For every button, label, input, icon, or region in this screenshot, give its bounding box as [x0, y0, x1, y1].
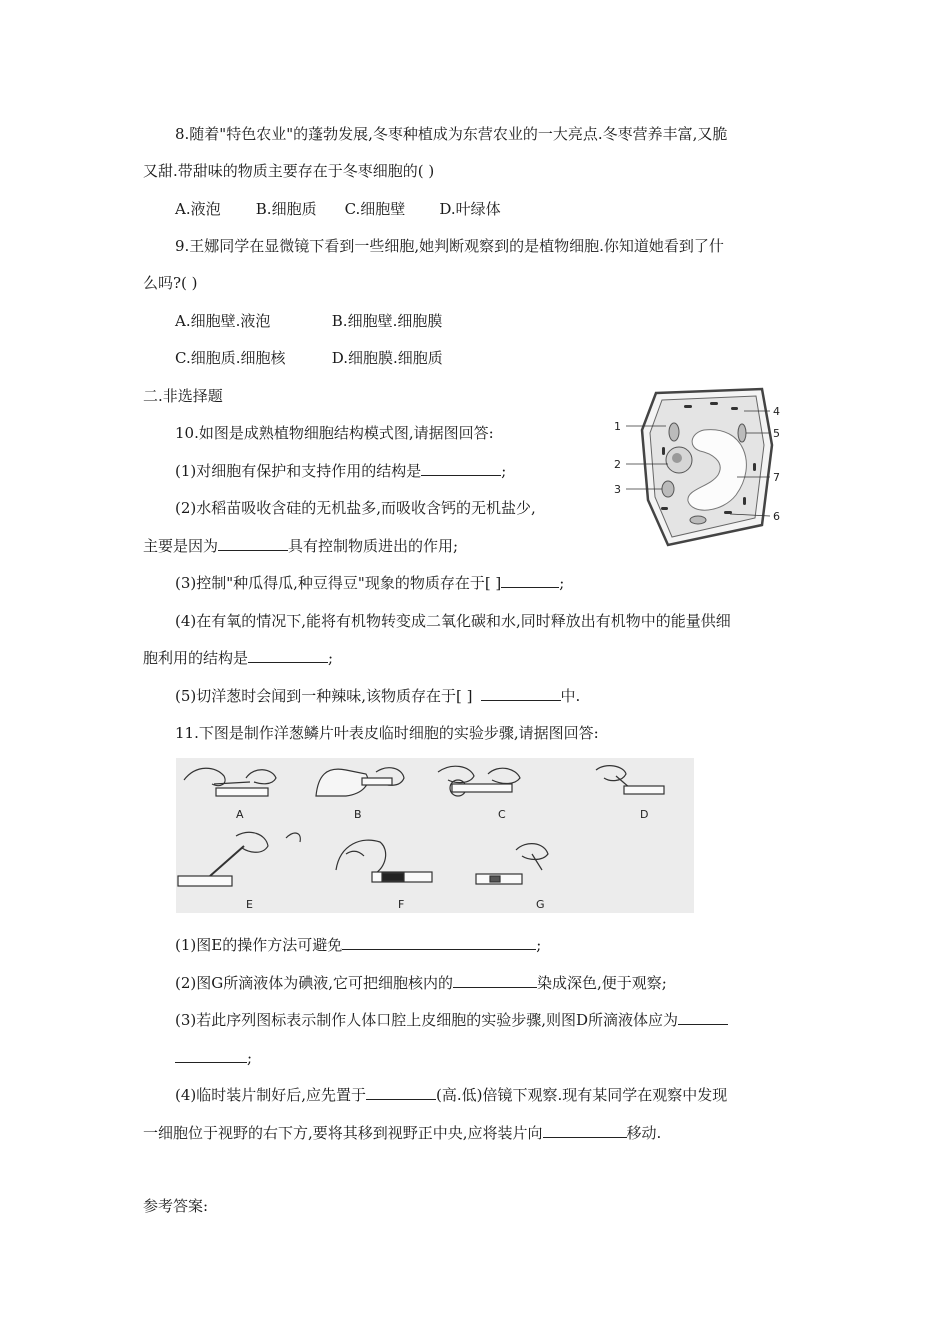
chloroplast: [662, 481, 674, 497]
q11-intro: 11.下图是制作洋葱鳞片叶表皮临时细胞的实验步骤,请据图回答:: [175, 724, 599, 742]
q11-part4-line1: [175, 1085, 727, 1105]
q8-option-d: D.叶绿体: [439, 200, 501, 218]
step-c-illustration: [438, 766, 520, 796]
figure-label-4: 4: [773, 405, 780, 418]
q8-options: [175, 199, 501, 219]
answer-blank: [543, 1123, 627, 1138]
nucleolus: [672, 453, 682, 463]
step-g-illustration: [476, 844, 548, 884]
q10-part4-text: 胞利用的结构是: [143, 649, 249, 667]
q11-part2-end: 染成深色,便于观察;: [537, 974, 667, 992]
q8-option-a: A.液泡: [175, 200, 221, 218]
q11-part2-text: (2)图G所滴液体为碘液,它可把细胞核内的: [175, 974, 453, 992]
q10-part2-line2: [143, 536, 458, 556]
figure-label-6: 6: [773, 510, 780, 523]
answer-blank: [175, 1048, 247, 1063]
q11-part2: [175, 973, 667, 993]
q8-option-c: C.细胞壁: [344, 200, 406, 218]
q11-part4-line2: [143, 1123, 661, 1143]
figure-label-5: 5: [773, 427, 780, 440]
step-d-illustration: [596, 766, 664, 794]
answer-blank: [453, 973, 537, 988]
q9-line2: 么吗?( ): [143, 274, 198, 292]
answer-blank: [481, 686, 561, 701]
step-label-f: F: [398, 898, 405, 911]
answer-blank: [678, 1010, 728, 1025]
q9-options-row1: [175, 311, 442, 331]
step-label-e: E: [246, 898, 253, 911]
q10-part3: [175, 573, 564, 593]
cell-membrane: [650, 396, 764, 537]
q10-part1-text: (1)对细胞有保护和支持作用的结构是: [175, 462, 422, 480]
figure-label-2: 2: [614, 458, 621, 471]
q11-part3-line2: [175, 1048, 252, 1068]
step-label-g: G: [536, 898, 545, 911]
chloroplast: [690, 516, 706, 524]
experiment-steps-figure: [176, 758, 694, 913]
q10-part5-end: 中.: [560, 687, 581, 705]
figure-label-3: 3: [614, 483, 621, 496]
answers-heading: 参考答案:: [143, 1197, 209, 1215]
step-f-illustration: [336, 840, 432, 882]
answer-blank: [501, 573, 559, 588]
q10-part4-line1: (4)在有氧的情况下,能将有机物转变成二氧化碳和水,同时释放出有机物中的能量供细: [175, 612, 731, 630]
q11-part1: [175, 935, 541, 955]
q11-part3-text: (3)若此序列图标表示制作人体口腔上皮细胞的实验步骤,则图D所滴液体应为: [175, 1011, 679, 1029]
q11-part4-end: 移动.: [626, 1124, 662, 1142]
q10-part1: [175, 461, 506, 481]
q9-options-row2: [175, 348, 443, 368]
step-e-illustration: [178, 832, 300, 886]
q11-part4-mid: (高.低)倍镜下观察.现有某同学在观察中发现: [436, 1086, 728, 1104]
step-label-b: B: [354, 808, 362, 821]
q10-part4-line2: [143, 648, 333, 668]
q9-option-b: B.细胞壁.细胞膜: [331, 312, 443, 330]
step-label-d: D: [640, 808, 649, 821]
q11-part1-end: ;: [536, 936, 542, 954]
answer-blank: [366, 1085, 436, 1100]
figure-label-1: 1: [614, 420, 621, 433]
q11-part1-text: (1)图E的操作方法可避免: [175, 936, 343, 954]
q10-part1-end: ;: [501, 462, 507, 480]
answer-blank: [342, 935, 536, 950]
plant-cell-diagram: [612, 385, 787, 550]
chloroplast: [738, 424, 746, 442]
answer-blank: [248, 648, 328, 663]
figure-label-7: 7: [773, 471, 780, 484]
q9-option-d: D.细胞膜.细胞质: [331, 349, 443, 367]
q10-part4-end: ;: [328, 649, 334, 667]
q11-part3-end: ;: [247, 1049, 253, 1067]
q10-part3-text: (3)控制"种瓜得瓜,种豆得豆"现象的物质存在于[ ]: [175, 574, 502, 592]
answer-blank: [218, 536, 288, 551]
q8-option-b: B.细胞质: [255, 200, 317, 218]
q10-part3-end: ;: [559, 574, 565, 592]
q10-part2-end: 具有控制物质进出的作用;: [288, 537, 459, 555]
q9-line1: 9.王娜同学在显微镜下看到一些细胞,她判断观察到的是植物细胞.你知道她看到了什: [175, 237, 724, 255]
step-a-illustration: [184, 768, 276, 796]
section-heading: 二.非选择题: [143, 387, 223, 405]
q10-intro: 10.如图是成熟植物细胞结构模式图,请据图回答:: [175, 424, 494, 442]
step-label-c: C: [498, 808, 506, 821]
q10-part5: [175, 686, 580, 706]
q10-part2-line1: (2)水稻苗吸收含硅的无机盐多,而吸收含钙的无机盐少,: [175, 499, 536, 517]
q10-part5-text: (5)切洋葱时会闻到一种辣味,该物质存在于[ ]: [175, 687, 473, 705]
q9-option-a: A.细胞壁.液泡: [175, 312, 271, 330]
q8-line1: 8.随着"特色农业"的蓬勃发展,冬枣种植成为东营农业的一大亮点.冬枣营养丰富,又脆: [175, 125, 728, 143]
chloroplast: [669, 423, 679, 441]
answer-blank: [421, 461, 501, 476]
q8-line2: 又甜.带甜味的物质主要存在于冬枣细胞的( ): [143, 162, 435, 180]
q11-part4-text2: 一细胞位于视野的右下方,要将其移到视野正中央,应将装片向: [143, 1124, 543, 1142]
q9-option-c: C.细胞质.细胞核: [175, 349, 286, 367]
q10-part2-text: 主要是因为: [143, 537, 219, 555]
q11-part4-text: (4)临时装片制好后,应先置于: [175, 1086, 367, 1104]
step-label-a: A: [236, 808, 244, 821]
step-b-illustration: [316, 768, 404, 796]
q11-part3-line1: [175, 1010, 728, 1030]
